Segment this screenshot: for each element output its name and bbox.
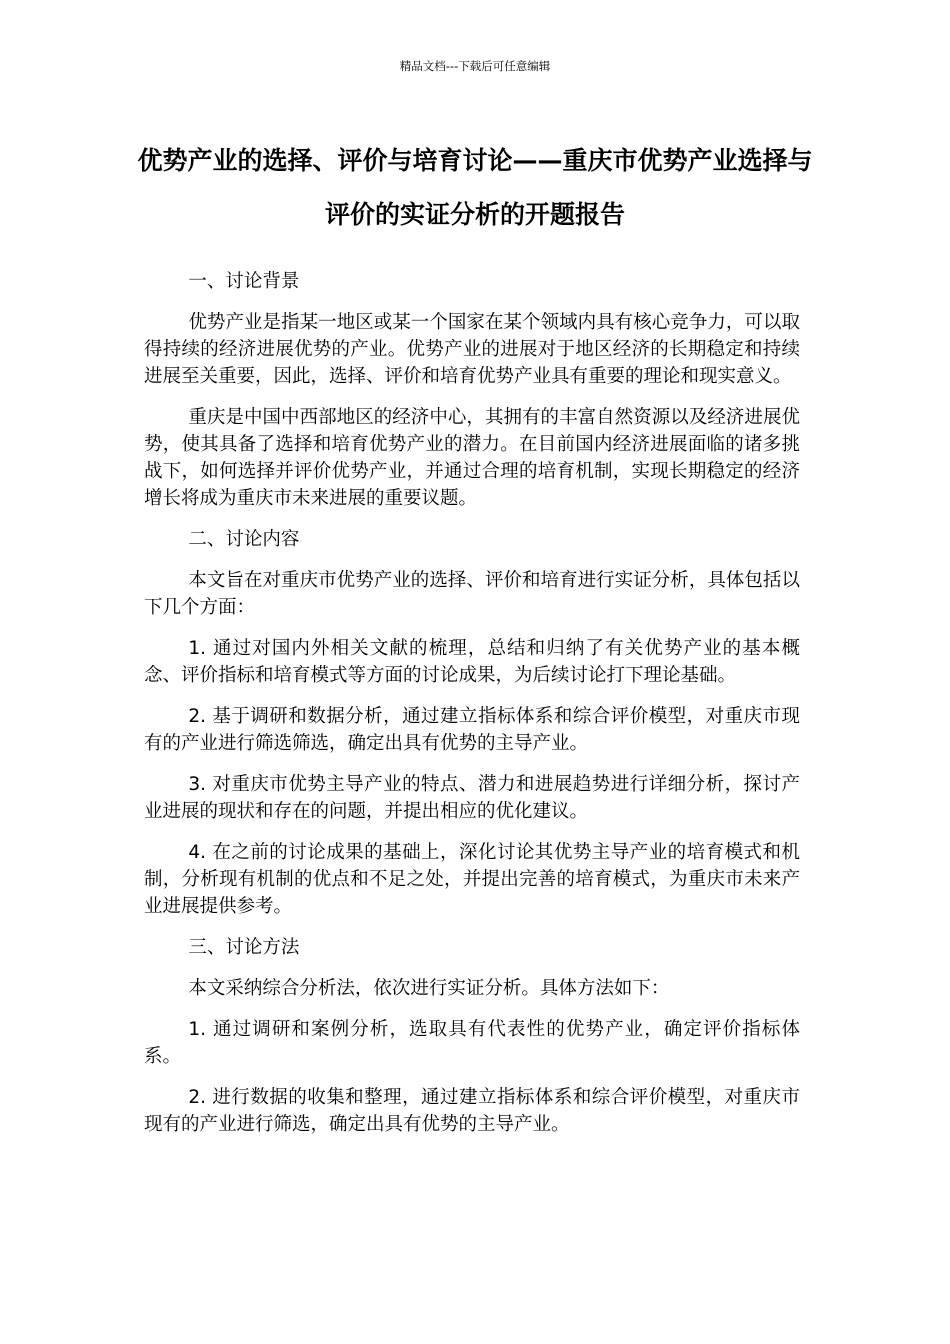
section-heading-content: 二、讨论内容 bbox=[188, 529, 300, 550]
list-item-content-2: 2. 基于调研和数据分析，通过建立指标体系和综合评价模型，对重庆市现有的产业进行筛选筛选，确定出具有优势的主导产业。 bbox=[144, 706, 800, 754]
paragraph-background-1: 优势产业是指某一地区或某一个国家在某个领域内具有核心竞争力，可以取得持续的经济进展优势的产业。优势产业的进展对于地区经济的长期稳定和持续进展至关重要，因此，选择、评价和培育优势产业具有重要的理论和现实意义。 bbox=[144, 312, 800, 387]
document-body bbox=[144, 268, 800, 1152]
document-title: 优势产业的选择、评价与培育讨论——重庆市优势产业选择与评价的实证分析的开题报告 bbox=[137, 146, 813, 229]
list-item-content-1: 1. 通过对国内外相关文献的梳理，总结和归纳了有关优势产业的基本概念、评价指标和培育模式等方面的讨论成果，为后续讨论打下理论基础。 bbox=[144, 638, 800, 686]
paragraph-background-2: 重庆是中国中西部地区的经济中心，其拥有的丰富自然资源以及经济进展优势，使其具备了选择和培育优势产业的潜力。在目前国内经济进展面临的诸多挑战下，如何选择并评价优势产业，并通过合理的培育机制，实现长期稳定的经济增长将成为重庆市未来进展的重要议题。 bbox=[144, 407, 800, 509]
paragraph-method-intro: 本文采纳综合分析法，依次进行实证分析。具体方法如下： bbox=[188, 978, 670, 999]
list-item-content-3: 3. 对重庆市优势主导产业的特点、潜力和进展趋势进行详细分析，探讨产业进展的现状和存在的问题，并提出相应的优化建议。 bbox=[144, 774, 800, 822]
list-item-method-2: 2. 进行数据的收集和整理，通过建立指标体系和综合评价模型，对重庆市现有的产业进行筛选，确定出具有优势的主导产业。 bbox=[144, 1087, 800, 1135]
paragraph-content-intro: 本文旨在对重庆市优势产业的选择、评价和培育进行实证分析，具体包括以下几个方面： bbox=[144, 570, 800, 618]
list-item-content-4: 4. 在之前的讨论成果的基础上，深化讨论其优势主导产业的培育模式和机制，分析现有机制的优点和不足之处，并提出完善的培育模式，为重庆市未来产业进展提供参考。 bbox=[144, 842, 800, 917]
list-item-method-1: 1. 通过调研和案例分析，选取具有代表性的优势产业，确定评价指标体系。 bbox=[144, 1019, 800, 1067]
header-note: 精品文档---下载后可任意编辑 bbox=[399, 59, 551, 73]
section-heading-background: 一、讨论背景 bbox=[188, 271, 300, 292]
section-heading-method: 三、讨论方法 bbox=[188, 937, 300, 958]
